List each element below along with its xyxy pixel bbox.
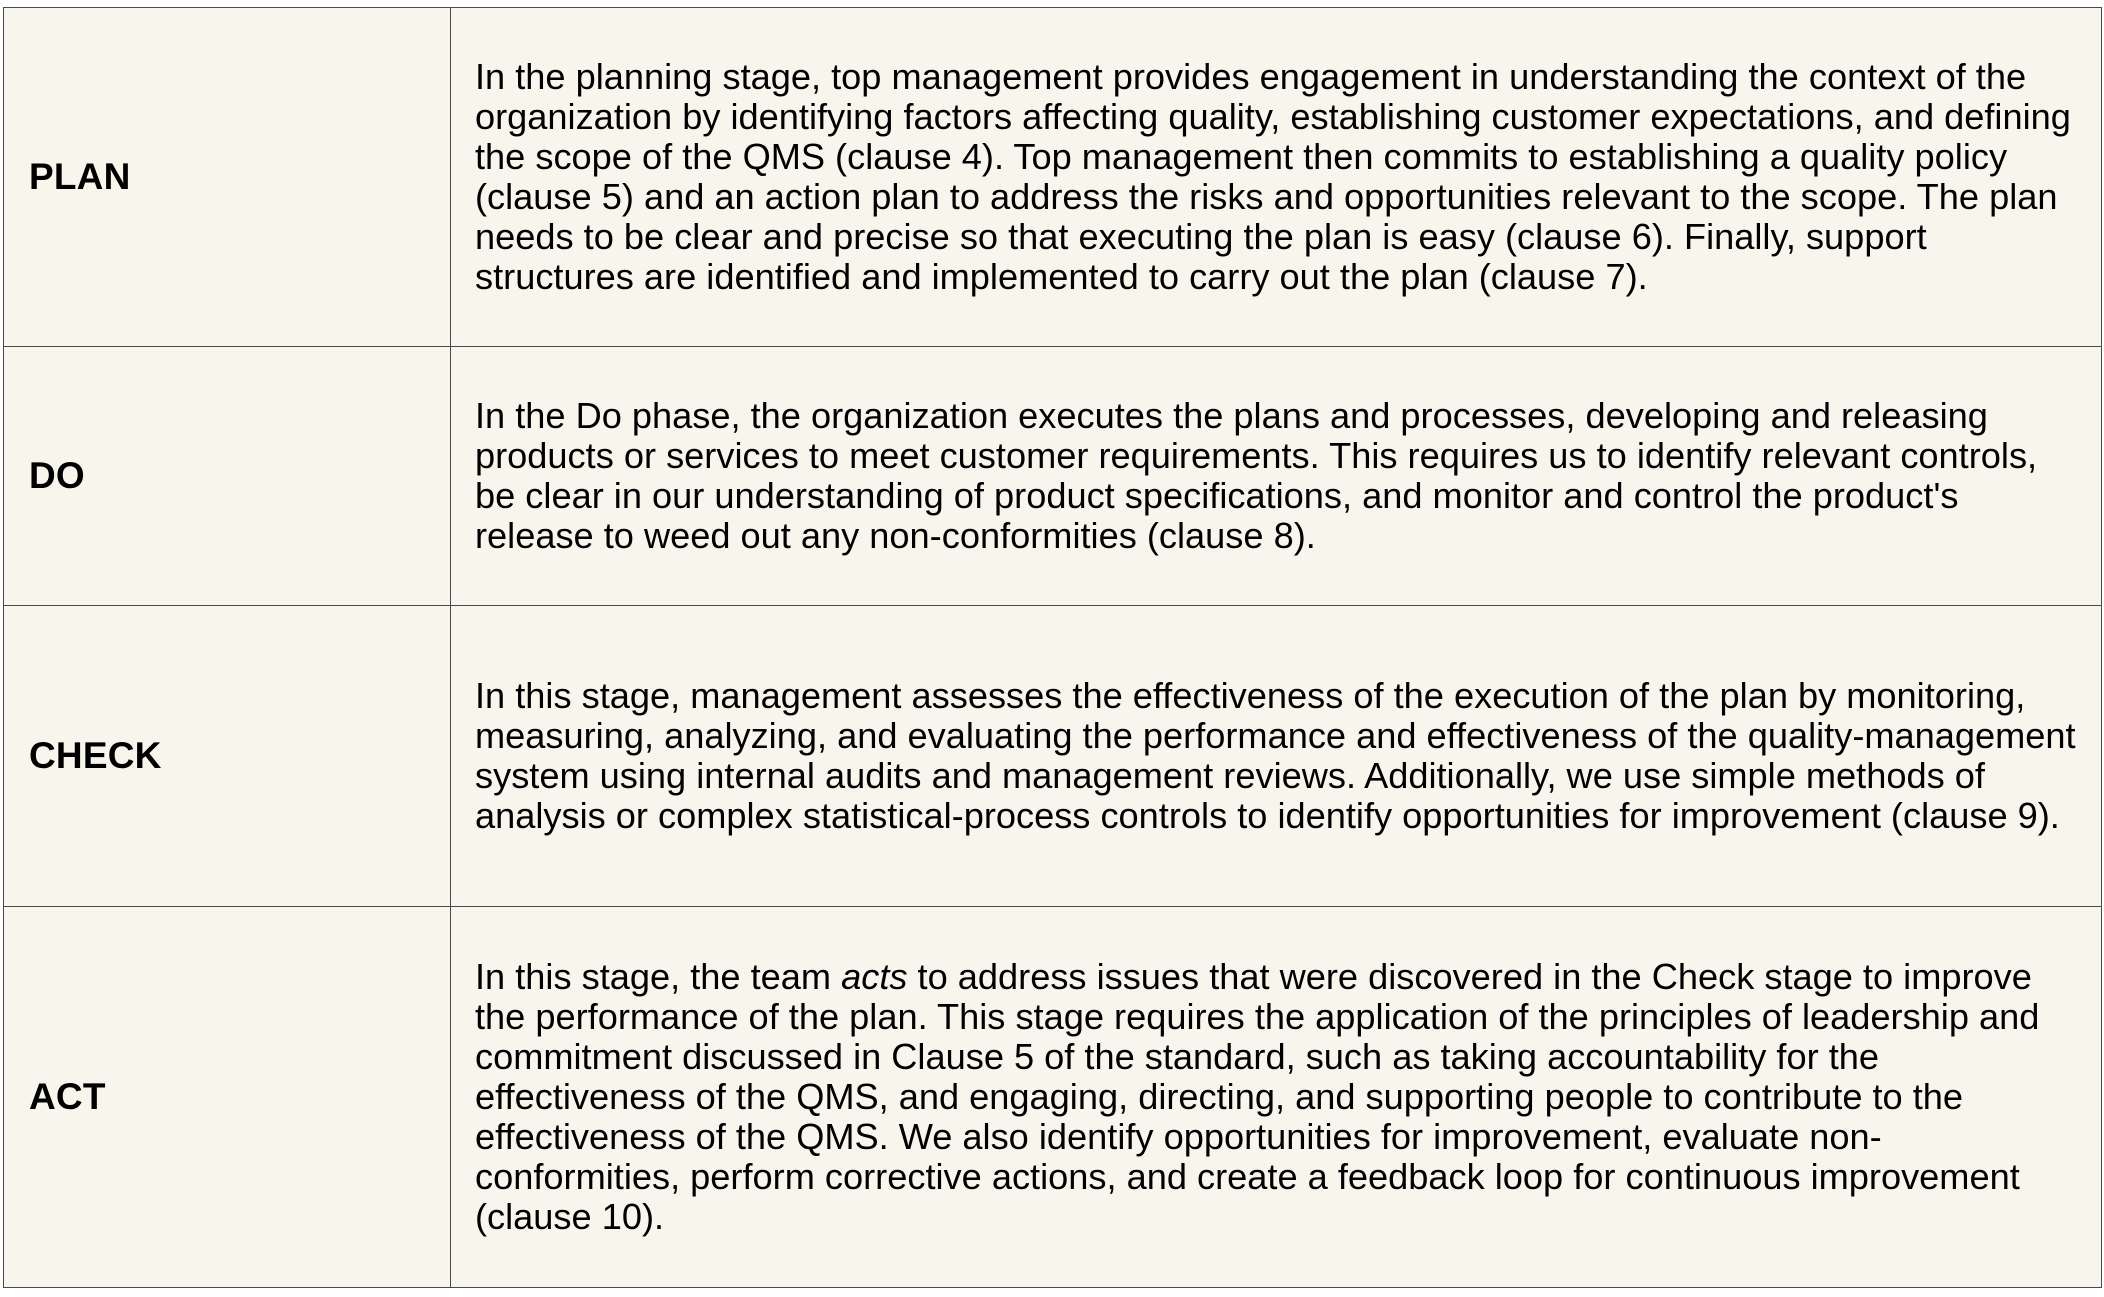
stage-label-check: CHECK [4,606,451,907]
description-text [475,957,2081,1237]
table-row-plan [4,8,2102,347]
emphasized-word: acts [841,956,908,997]
stage-label-act: ACT [4,907,451,1288]
description-text: In this stage, management assesses the effectiveness of the execution of the plan by monitoring, measuring, analyzing, and evaluating the performance and effectiveness of the quality-management system using internal audits and management reviews. Additionally, we use simple methods of analysis or complex statistical-process controls to identify opportunities for improvement (clause 9). [475,675,2076,836]
stage-label-do: DO [4,347,451,606]
stage-description-act [451,907,2102,1288]
table-row-check [4,606,2102,907]
description-text-start: In this stage, the team [475,956,842,997]
description-text: In the planning stage, top management provides engagement in understanding the context of the organization by identifying factors affecting quality, establishing customer expectations, and defining the scope of the QMS (clause 4). Top management then commits to establishing a quality policy (clause 5) and an action plan to address the risks and opportunities relevant to the scope. The plan needs to be clear and precise so that executing the plan is easy (clause 6). Finally, support structures are identified and implemented to carry out the plan (clause 7). [475,56,2071,297]
table-row-act [4,907,2102,1288]
description-text-end: to address issues that were discovered in the Check stage to improve the performance of the plan. This stage requires the application of the principles of leadership and commitment discussed in Clause 5 of the standard, such as taking accountability for the effectiveness of the QMS, and engaging, directing, and supporting people to contribute to the effectiveness of the QMS. We also identify opportunities for improvement, evaluate non-conformities, perform corrective actions, and create a feedback loop for continuous improvement (clause 10). [475,956,2040,1237]
stage-description-plan [451,8,2102,347]
stage-description-check [451,606,2102,907]
table-row-do [4,347,2102,606]
description-text: In the Do phase, the organization executes the plans and processes, developing and releasing products or services to meet customer requirements. This requires us to identify relevant controls, be clear in our understanding of product specifications, and monitor and control the product's release to weed out any non-conformities (clause 8). [475,395,2038,556]
pdca-table [3,7,2102,1288]
stage-label-plan: PLAN [4,8,451,347]
stage-description-do [451,347,2102,606]
